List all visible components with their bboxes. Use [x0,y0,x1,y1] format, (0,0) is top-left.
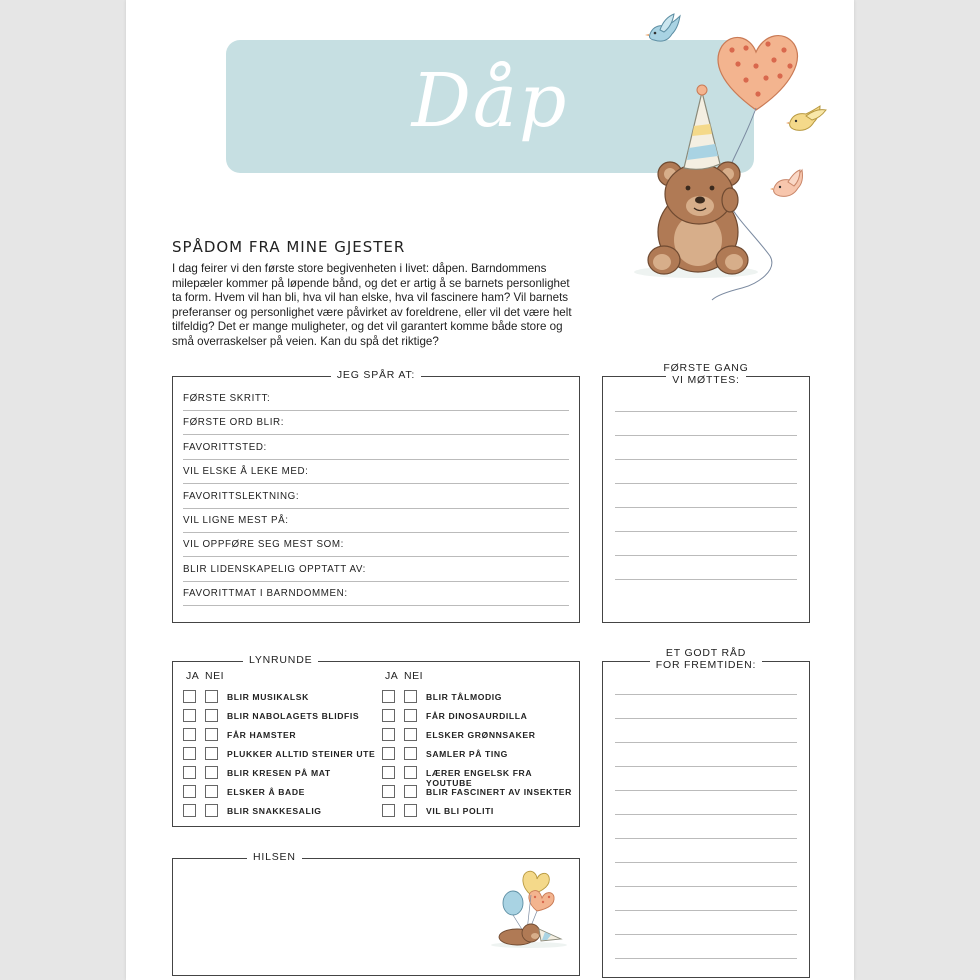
no-checkbox[interactable] [205,747,218,760]
small-bear-icon [487,869,571,951]
prediction-field[interactable]: FAVORITTSLEKTNING: [183,485,569,509]
intro-line: ta form. Hvem vil han bli, hva vil han elske, hva vil fascinere ham? Vil barnets [172,291,569,305]
quick-round-box [172,654,580,827]
yes-checkbox[interactable] [183,804,196,817]
no-checkbox[interactable] [205,709,218,722]
yes-checkbox[interactable] [382,709,395,722]
writing-line[interactable] [615,742,797,743]
writing-line[interactable] [615,718,797,719]
yes-checkbox[interactable] [382,804,395,817]
yes-header: JA [385,670,399,682]
yes-checkbox[interactable] [183,728,196,741]
predictions-title: JEG SPÅR AT: [173,369,579,381]
quick-item-label: BLIR KRESEN PÅ MAT [227,768,331,778]
advice-title: ET GODT RÅD FOR FREMTIDEN: [603,647,809,671]
writing-line[interactable] [615,555,797,556]
prediction-field[interactable]: VIL LIGNE MEST PÅ: [183,509,569,533]
writing-line[interactable] [615,579,797,580]
writing-line[interactable] [615,507,797,508]
quick-item-label: ELSKER Å BADE [227,787,305,797]
yes-header: JA [186,670,200,682]
page-title: Dåp [411,58,569,144]
writing-line[interactable] [615,886,797,887]
no-checkbox[interactable] [404,690,417,703]
no-checkbox[interactable] [205,728,218,741]
greeting-box[interactable] [172,851,580,976]
first-met-box [602,362,810,623]
intro-line: preferanser og personlighet være påvirket av foreldrene, eller vil det være helt [172,305,572,319]
writing-line[interactable] [615,766,797,767]
writing-line[interactable] [615,814,797,815]
yes-checkbox[interactable] [183,709,196,722]
writing-line[interactable] [615,910,797,911]
greeting-title: HILSEN [247,851,579,863]
no-checkbox[interactable] [205,804,218,817]
no-checkbox[interactable] [205,690,218,703]
yes-checkbox[interactable] [382,690,395,703]
prediction-field[interactable]: FAVORITTSTED: [183,436,569,460]
prediction-field[interactable]: VIL OPPFØRE SEG MEST SOM: [183,533,569,557]
writing-line[interactable] [615,790,797,791]
yes-checkbox[interactable] [183,785,196,798]
intro-line: små overraskelser på veien. Kan du spå det riktige? [172,334,439,348]
no-checkbox[interactable] [404,709,417,722]
yes-checkbox[interactable] [382,728,395,741]
quick-item-label: BLIR MUSIKALSK [227,692,309,702]
quick-round-title: LYNRUNDE [243,654,579,666]
intro-text [172,262,592,350]
prediction-field[interactable]: VIL ELSKE Å LEKE MED: [183,460,569,484]
quick-item-label: VIL BLI POLITI [426,806,494,816]
yes-checkbox[interactable] [183,690,196,703]
quick-item-label: PLUKKER ALLTID STEINER UTE [227,749,376,759]
quick-item-label: FÅR DINOSAURDILLA [426,711,528,721]
quick-item-label: BLIR TÅLMODIG [426,692,503,702]
no-checkbox[interactable] [205,766,218,779]
yes-checkbox[interactable] [183,747,196,760]
writing-line[interactable] [615,862,797,863]
yes-checkbox[interactable] [382,785,395,798]
no-checkbox[interactable] [404,747,417,760]
quick-item-label: FÅR HAMSTER [227,730,297,740]
page-sheet [126,0,854,980]
bird-yellow-icon [786,104,830,140]
bird-blue-icon [644,12,688,52]
first-met-title: FØRSTE GANG VI MØTTES: [603,362,809,386]
no-header: NEI [205,670,225,682]
advice-box [602,647,810,978]
bear-icon [632,82,760,282]
yes-checkbox[interactable] [183,766,196,779]
intro-line: milepæler kommer på løpende bånd, og det er artig å se barnets personlighet [172,276,570,290]
prediction-field[interactable]: FØRSTE SKRITT: [183,387,569,411]
writing-line[interactable] [615,483,797,484]
intro-line: I dag feirer vi den første store begivenheten i livet: dåpen. Barndommens [172,262,547,275]
quick-item-label: SAMLER PÅ TING [426,749,508,759]
writing-line[interactable] [615,958,797,959]
predictions-box [172,369,580,623]
writing-line[interactable] [615,694,797,695]
no-header: NEI [404,670,424,682]
yes-checkbox[interactable] [382,766,395,779]
yes-checkbox[interactable] [382,747,395,760]
quick-item-label: BLIR NABOLAGETS BLIDFIS [227,711,360,721]
writing-line[interactable] [615,531,797,532]
intro-heading: SPÅDOM FRA MINE GJESTER [172,238,406,256]
no-checkbox[interactable] [404,785,417,798]
writing-line[interactable] [615,435,797,436]
intro-line: tilfeldig? Det er mange muligheter, og det vil garantert komme både store og [172,320,563,334]
prediction-field[interactable]: FAVORITTMAT I BARNDOMMEN: [183,582,569,606]
quick-item-label: ELSKER GRØNNSAKER [426,730,536,740]
no-checkbox[interactable] [404,804,417,817]
no-checkbox[interactable] [205,785,218,798]
no-checkbox[interactable] [404,766,417,779]
prediction-field[interactable]: FØRSTE ORD BLIR: [183,411,569,435]
writing-line[interactable] [615,411,797,412]
no-checkbox[interactable] [404,728,417,741]
writing-line[interactable] [615,838,797,839]
quick-item-label: LÆRER ENGELSK FRA YOUTUBE [426,768,532,788]
writing-line[interactable] [615,934,797,935]
prediction-field[interactable]: BLIR LIDENSKAPELIG OPPTATT AV: [183,558,569,582]
quick-item-label: BLIR SNAKKESALIG [227,806,322,816]
writing-line[interactable] [615,459,797,460]
quick-item-label: BLIR FASCINERT AV INSEKTER [426,787,572,797]
